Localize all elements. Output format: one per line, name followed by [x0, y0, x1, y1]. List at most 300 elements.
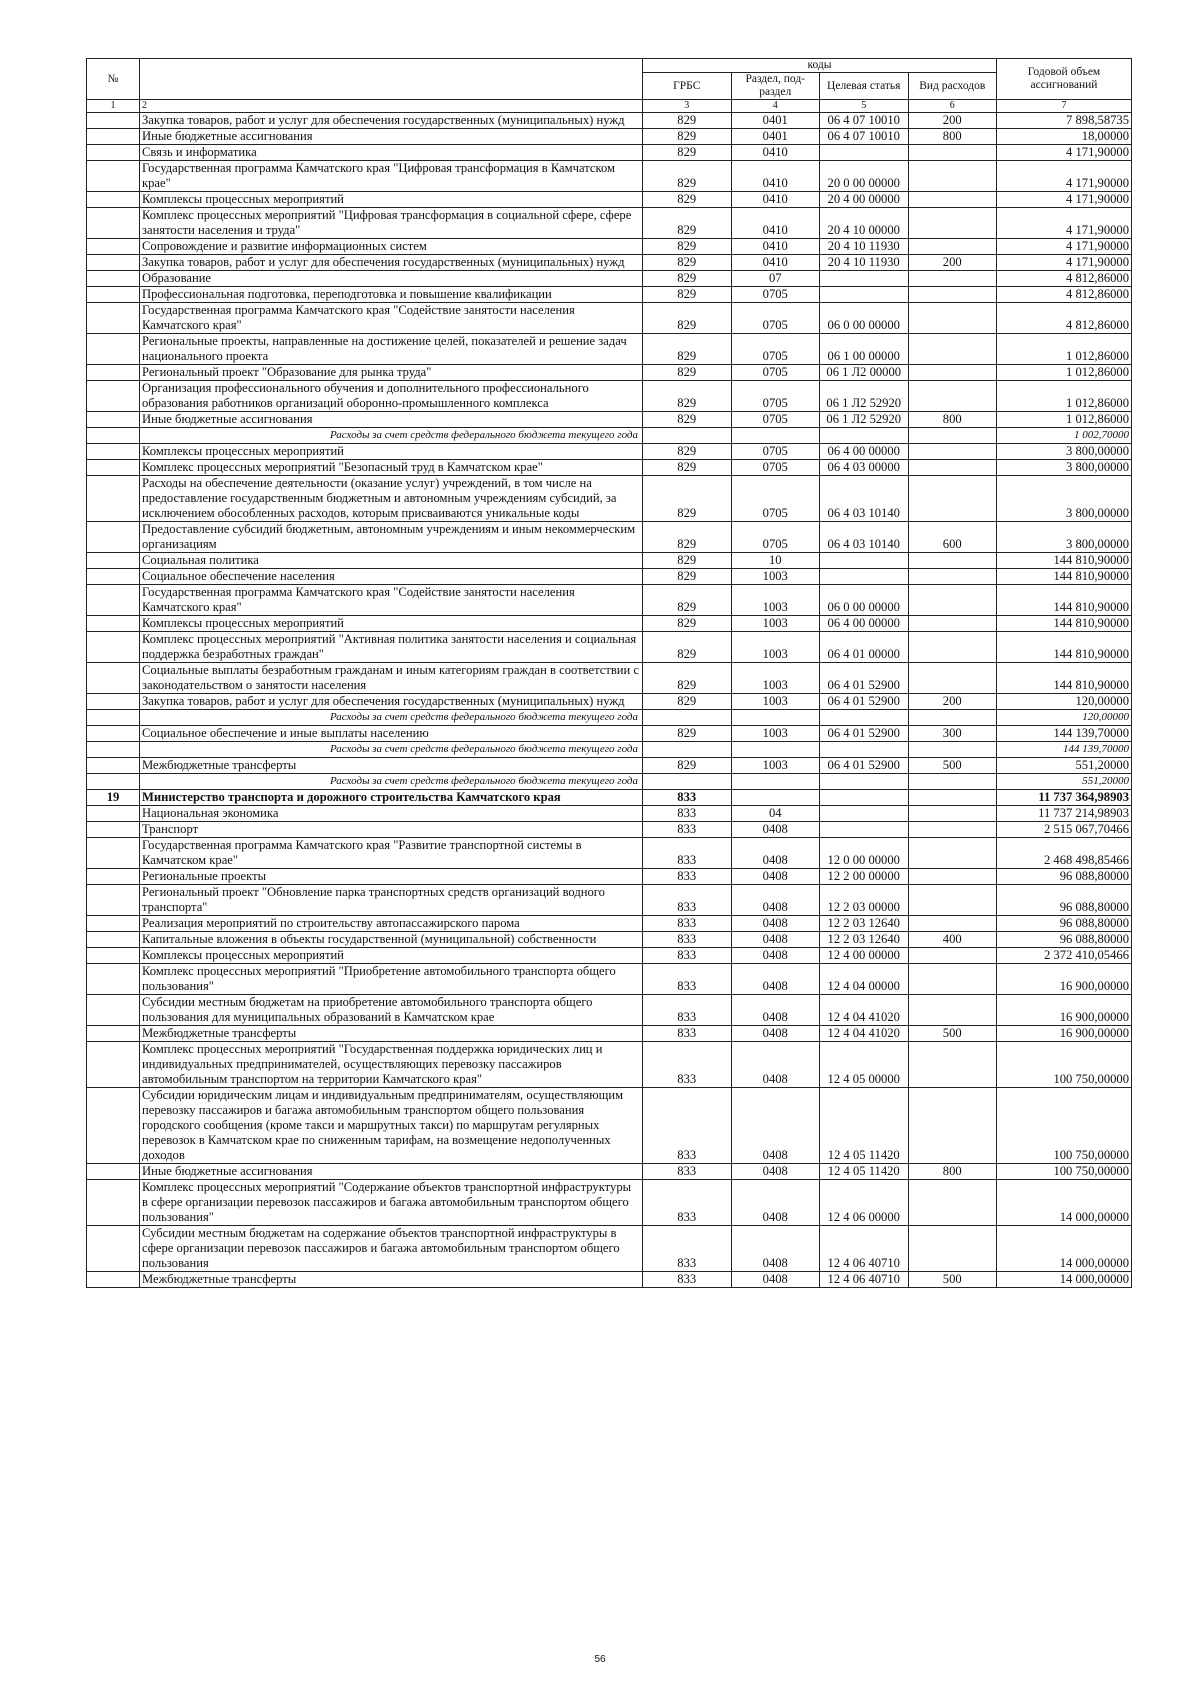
row-number: [87, 1272, 140, 1288]
row-name: Сопровождение и развитие информационных систем: [140, 239, 643, 255]
table-row: [87, 869, 1132, 885]
row-name: Межбюджетные трансферты: [140, 758, 643, 774]
row-target-article: [820, 710, 909, 726]
col-header-cs: Целевая статья: [820, 73, 909, 100]
row-grbs: 833: [643, 1164, 732, 1180]
row-razdel: 04: [731, 806, 820, 822]
row-target-article: 06 4 03 10140: [820, 522, 909, 553]
row-razdel: 0408: [731, 1026, 820, 1042]
table-row: [87, 838, 1132, 869]
row-number: [87, 774, 140, 790]
row-number: [87, 553, 140, 569]
row-amount: 144 810,90000: [997, 585, 1132, 616]
row-amount: 4 171,90000: [997, 161, 1132, 192]
row-grbs: 829: [643, 365, 732, 381]
row-amount: 4 171,90000: [997, 145, 1132, 161]
row-name: Комплекс процессных мероприятий "Приобретение автомобильного транспорта общего пользования": [140, 964, 643, 995]
row-razdel: 0410: [731, 161, 820, 192]
row-grbs: [643, 428, 732, 444]
table-row: [87, 948, 1132, 964]
row-grbs: 833: [643, 1026, 732, 1042]
row-number: [87, 145, 140, 161]
row-target-article: 06 4 03 10140: [820, 476, 909, 522]
row-number: [87, 255, 140, 271]
row-grbs: 829: [643, 113, 732, 129]
row-expense-type: [908, 806, 997, 822]
row-grbs: 829: [643, 287, 732, 303]
row-grbs: [643, 710, 732, 726]
table-row: [87, 412, 1132, 428]
row-expense-type: [908, 161, 997, 192]
row-razdel: 0408: [731, 1180, 820, 1226]
row-target-article: 06 4 00 00000: [820, 444, 909, 460]
table-row: [87, 663, 1132, 694]
row-grbs: 833: [643, 916, 732, 932]
row-expense-type: [908, 428, 997, 444]
row-target-article: 06 1 Л2 52920: [820, 381, 909, 412]
row-grbs: 829: [643, 694, 732, 710]
row-grbs: 829: [643, 303, 732, 334]
row-number: [87, 476, 140, 522]
row-number: [87, 161, 140, 192]
row-amount: 96 088,80000: [997, 869, 1132, 885]
row-target-article: [820, 145, 909, 161]
table-row: [87, 1226, 1132, 1272]
row-expense-type: 500: [908, 1026, 997, 1042]
row-expense-type: 200: [908, 694, 997, 710]
row-number: [87, 710, 140, 726]
row-expense-type: [908, 569, 997, 585]
col-number: 6: [908, 100, 997, 113]
row-target-article: 12 4 00 00000: [820, 948, 909, 964]
row-grbs: 829: [643, 585, 732, 616]
row-number: [87, 995, 140, 1026]
row-razdel: 0410: [731, 208, 820, 239]
row-target-article: 06 4 03 00000: [820, 460, 909, 476]
row-expense-type: [908, 381, 997, 412]
budget-page: [86, 58, 1132, 1288]
row-target-article: [820, 790, 909, 806]
row-target-article: [820, 271, 909, 287]
row-target-article: 12 4 05 00000: [820, 1042, 909, 1088]
table-row: [87, 1042, 1132, 1088]
row-amount: 14 000,00000: [997, 1272, 1132, 1288]
row-expense-type: [908, 774, 997, 790]
row-amount: 144 810,90000: [997, 632, 1132, 663]
row-number: [87, 522, 140, 553]
row-amount: 100 750,00000: [997, 1164, 1132, 1180]
row-amount: 2 468 498,85466: [997, 838, 1132, 869]
row-razdel: 0408: [731, 916, 820, 932]
row-expense-type: [908, 365, 997, 381]
row-target-article: [820, 287, 909, 303]
row-name: Комплекс процессных мероприятий "Активная политика занятости населения и социальная поддержка безработных граждан": [140, 632, 643, 663]
row-amount: 4 171,90000: [997, 208, 1132, 239]
row-razdel: 0408: [731, 964, 820, 995]
row-razdel: 0705: [731, 444, 820, 460]
row-grbs: 829: [643, 616, 732, 632]
row-name: Региональные проекты, направленные на достижение целей, показателей и решение задач национального проекта: [140, 334, 643, 365]
row-number: [87, 964, 140, 995]
col-header-grbs: ГРБС: [643, 73, 732, 100]
row-amount: 144 139,70000: [997, 726, 1132, 742]
table-row: [87, 964, 1132, 995]
row-target-article: 12 4 05 11420: [820, 1164, 909, 1180]
row-amount: 144 810,90000: [997, 616, 1132, 632]
row-expense-type: [908, 964, 997, 995]
table-row: [87, 822, 1132, 838]
table-row: [87, 303, 1132, 334]
row-expense-type: [908, 632, 997, 663]
row-grbs: 829: [643, 255, 732, 271]
row-grbs: 829: [643, 444, 732, 460]
row-razdel: [731, 710, 820, 726]
row-grbs: 833: [643, 1042, 732, 1088]
row-expense-type: [908, 271, 997, 287]
table-row: [87, 553, 1132, 569]
table-row: [87, 255, 1132, 271]
row-number: [87, 932, 140, 948]
row-expense-type: 200: [908, 255, 997, 271]
row-razdel: 0705: [731, 522, 820, 553]
row-name: Региональный проект "Образование для рынка труда": [140, 365, 643, 381]
row-amount: 3 800,00000: [997, 522, 1132, 553]
row-name: Субсидии местным бюджетам на содержание объектов транспортной инфраструктуры в сфере организации перевозок пассажиров и багажа автомобильным транспортом общего пользования: [140, 1226, 643, 1272]
row-target-article: 20 4 10 11930: [820, 239, 909, 255]
row-razdel: 0705: [731, 476, 820, 522]
row-grbs: 829: [643, 569, 732, 585]
row-name: Расходы за счет средств федерального бюджета текущего года: [140, 428, 643, 444]
row-razdel: 0408: [731, 1164, 820, 1180]
row-name: Иные бюджетные ассигнования: [140, 1164, 643, 1180]
row-number: [87, 208, 140, 239]
row-amount: 1 012,86000: [997, 381, 1132, 412]
row-grbs: 833: [643, 1226, 732, 1272]
row-name: Государственная программа Камчатского края "Содействие занятости населения Камчатского края": [140, 303, 643, 334]
row-razdel: 1003: [731, 569, 820, 585]
row-grbs: 829: [643, 271, 732, 287]
row-number: [87, 838, 140, 869]
row-grbs: 829: [643, 192, 732, 208]
row-number: [87, 948, 140, 964]
table-row: [87, 381, 1132, 412]
table-row: [87, 806, 1132, 822]
row-razdel: 1003: [731, 694, 820, 710]
row-target-article: 06 1 Л2 00000: [820, 365, 909, 381]
table-row: [87, 129, 1132, 145]
row-target-article: 12 0 00 00000: [820, 838, 909, 869]
row-razdel: [731, 774, 820, 790]
row-target-article: 06 4 07 10010: [820, 129, 909, 145]
row-name: Иные бюджетные ассигнования: [140, 412, 643, 428]
row-razdel: 0705: [731, 303, 820, 334]
row-number: [87, 869, 140, 885]
row-amount: 96 088,80000: [997, 916, 1132, 932]
row-razdel: 0408: [731, 838, 820, 869]
col-number: 3: [643, 100, 732, 113]
row-razdel: 0408: [731, 869, 820, 885]
row-amount: 3 800,00000: [997, 460, 1132, 476]
row-grbs: 829: [643, 145, 732, 161]
row-name: Капитальные вложения в объекты государственной (муниципальной) собственности: [140, 932, 643, 948]
row-number: [87, 287, 140, 303]
row-amount: 18,00000: [997, 129, 1132, 145]
row-razdel: 0410: [731, 192, 820, 208]
table-row: [87, 1164, 1132, 1180]
row-amount: 11 737 364,98903: [997, 790, 1132, 806]
row-amount: 16 900,00000: [997, 995, 1132, 1026]
row-amount: 1 002,70000: [997, 428, 1132, 444]
row-name: Субсидии юридическим лицам и индивидуальным предпринимателям, осуществляющим перевозку пассажиров и багажа автомобильным транспортом общего пользования городского сообщения (кроме такси и маршрутных такси) по маршрутам регулярных перевозок в Камчатском крае по сниженным тарифам, на возмещение недополученных доходов: [140, 1088, 643, 1164]
row-amount: 1 012,86000: [997, 365, 1132, 381]
row-razdel: 0408: [731, 1272, 820, 1288]
row-amount: 96 088,80000: [997, 932, 1132, 948]
row-number: [87, 428, 140, 444]
row-amount: 1 012,86000: [997, 412, 1132, 428]
row-number: [87, 758, 140, 774]
row-grbs: 833: [643, 995, 732, 1026]
row-number: [87, 271, 140, 287]
row-expense-type: [908, 790, 997, 806]
row-name: Национальная экономика: [140, 806, 643, 822]
row-number: [87, 460, 140, 476]
row-expense-type: 400: [908, 932, 997, 948]
table-row: [87, 208, 1132, 239]
row-amount: 100 750,00000: [997, 1042, 1132, 1088]
row-expense-type: [908, 1088, 997, 1164]
row-amount: 4 171,90000: [997, 239, 1132, 255]
row-target-article: 12 4 05 11420: [820, 1088, 909, 1164]
row-amount: 3 800,00000: [997, 444, 1132, 460]
row-razdel: [731, 742, 820, 758]
row-expense-type: [908, 742, 997, 758]
row-target-article: [820, 742, 909, 758]
row-razdel: 0401: [731, 129, 820, 145]
row-razdel: 1003: [731, 585, 820, 616]
row-grbs: 829: [643, 334, 732, 365]
col-number: 5: [820, 100, 909, 113]
row-grbs: 833: [643, 964, 732, 995]
row-target-article: 12 2 03 00000: [820, 885, 909, 916]
row-expense-type: 600: [908, 522, 997, 553]
row-grbs: 829: [643, 381, 732, 412]
row-razdel: 1003: [731, 758, 820, 774]
row-number: [87, 694, 140, 710]
row-expense-type: [908, 885, 997, 916]
row-number: [87, 381, 140, 412]
row-expense-type: [908, 303, 997, 334]
row-number: [87, 303, 140, 334]
row-expense-type: [908, 1226, 997, 1272]
row-number: [87, 885, 140, 916]
page-number: 56: [594, 1654, 606, 1665]
table-row: [87, 569, 1132, 585]
row-name: Комплексы процессных мероприятий: [140, 948, 643, 964]
table-row: [87, 932, 1132, 948]
ministry-row: [87, 790, 1132, 806]
row-razdel: 0705: [731, 334, 820, 365]
row-number: [87, 632, 140, 663]
row-name: Государственная программа Камчатского края "Содействие занятости населения Камчатского края": [140, 585, 643, 616]
row-amount: 4 171,90000: [997, 255, 1132, 271]
row-grbs: 833: [643, 932, 732, 948]
row-target-article: 12 4 06 40710: [820, 1226, 909, 1272]
row-name: Реализация мероприятий по строительству автопассажирского парома: [140, 916, 643, 932]
row-amount: 7 898,58735: [997, 113, 1132, 129]
row-target-article: 06 4 01 52900: [820, 694, 909, 710]
table-row: [87, 365, 1132, 381]
row-amount: 120,00000: [997, 710, 1132, 726]
row-target-article: [820, 569, 909, 585]
row-grbs: 833: [643, 869, 732, 885]
row-grbs: 829: [643, 553, 732, 569]
row-name: Государственная программа Камчатского края "Развитие транспортной системы в Камчатском крае": [140, 838, 643, 869]
row-expense-type: [908, 1180, 997, 1226]
row-expense-type: 200: [908, 113, 997, 129]
row-number: [87, 113, 140, 129]
row-name: Межбюджетные трансферты: [140, 1026, 643, 1042]
row-name: Комплекс процессных мероприятий "Содержание объектов транспортной инфраструктуры в сфере организации перевозок пассажиров и багажа автомобильным транспортом общего пользования": [140, 1180, 643, 1226]
row-amount: 551,20000: [997, 758, 1132, 774]
row-grbs: 833: [643, 806, 732, 822]
row-razdel: 0408: [731, 995, 820, 1026]
row-razdel: 0401: [731, 113, 820, 129]
row-target-article: [820, 806, 909, 822]
row-expense-type: 500: [908, 1272, 997, 1288]
col-number: 7: [997, 100, 1132, 113]
row-number: 19: [87, 790, 140, 806]
row-expense-type: [908, 192, 997, 208]
row-grbs: 829: [643, 239, 732, 255]
row-name: Предоставление субсидий бюджетным, автономным учреждениям и иным некоммерческим организациям: [140, 522, 643, 553]
row-razdel: 0410: [731, 255, 820, 271]
row-number: [87, 742, 140, 758]
table-row: [87, 1272, 1132, 1288]
row-amount: 100 750,00000: [997, 1088, 1132, 1164]
row-number: [87, 806, 140, 822]
table-row: [87, 271, 1132, 287]
row-grbs: [643, 774, 732, 790]
row-name: Региональные проекты: [140, 869, 643, 885]
federal-funds-row: [87, 710, 1132, 726]
row-razdel: 1003: [731, 632, 820, 663]
row-amount: 551,20000: [997, 774, 1132, 790]
row-target-article: 06 4 01 52900: [820, 726, 909, 742]
row-number: [87, 412, 140, 428]
row-amount: 14 000,00000: [997, 1180, 1132, 1226]
table-row: [87, 995, 1132, 1026]
row-razdel: 0408: [731, 1042, 820, 1088]
table-row: [87, 694, 1132, 710]
row-target-article: 06 1 Л2 52920: [820, 412, 909, 428]
row-grbs: 833: [643, 1272, 732, 1288]
row-grbs: 829: [643, 522, 732, 553]
row-name: Межбюджетные трансферты: [140, 1272, 643, 1288]
row-expense-type: [908, 1042, 997, 1088]
row-number: [87, 1180, 140, 1226]
row-name: Связь и информатика: [140, 145, 643, 161]
row-target-article: 06 4 01 52900: [820, 758, 909, 774]
table-row: [87, 1026, 1132, 1042]
row-expense-type: [908, 585, 997, 616]
row-razdel: 1003: [731, 616, 820, 632]
row-razdel: 0408: [731, 885, 820, 916]
row-expense-type: [908, 444, 997, 460]
row-grbs: 833: [643, 822, 732, 838]
row-amount: 4 812,86000: [997, 271, 1132, 287]
table-row: [87, 161, 1132, 192]
table-row: [87, 758, 1132, 774]
row-name: Региональный проект "Обновление парка транспортных средств организаций водного транспорта": [140, 885, 643, 916]
row-expense-type: [908, 948, 997, 964]
row-expense-type: 500: [908, 758, 997, 774]
row-target-article: 12 4 04 41020: [820, 995, 909, 1026]
row-expense-type: [908, 822, 997, 838]
row-target-article: 12 4 04 41020: [820, 1026, 909, 1042]
row-target-article: 06 4 07 10010: [820, 113, 909, 129]
row-expense-type: [908, 334, 997, 365]
row-name: Образование: [140, 271, 643, 287]
row-number: [87, 1026, 140, 1042]
federal-funds-row: [87, 742, 1132, 758]
row-number: [87, 663, 140, 694]
row-amount: 120,00000: [997, 694, 1132, 710]
row-expense-type: [908, 916, 997, 932]
row-expense-type: [908, 710, 997, 726]
row-name: Расходы за счет средств федерального бюджета текущего года: [140, 774, 643, 790]
col-header-sum: Годовой объем ассигнований: [997, 59, 1132, 100]
row-number: [87, 822, 140, 838]
row-target-article: 12 2 03 12640: [820, 916, 909, 932]
row-target-article: 12 2 00 00000: [820, 869, 909, 885]
row-expense-type: [908, 616, 997, 632]
row-number: [87, 916, 140, 932]
row-razdel: 10: [731, 553, 820, 569]
row-razdel: 0705: [731, 381, 820, 412]
table-row: [87, 287, 1132, 303]
row-amount: 4 171,90000: [997, 192, 1132, 208]
col-header-razdel: Раздел, под-раздел: [731, 73, 820, 100]
row-amount: 1 012,86000: [997, 334, 1132, 365]
row-razdel: [731, 428, 820, 444]
row-expense-type: [908, 663, 997, 694]
row-name: Комплекс процессных мероприятий "Безопасный труд в Камчатском крае": [140, 460, 643, 476]
row-expense-type: [908, 460, 997, 476]
col-number: 4: [731, 100, 820, 113]
table-row: [87, 522, 1132, 553]
row-name: Расходы за счет средств федерального бюджета текущего года: [140, 742, 643, 758]
row-grbs: 829: [643, 726, 732, 742]
row-target-article: [820, 428, 909, 444]
row-amount: 4 812,86000: [997, 303, 1132, 334]
row-number: [87, 365, 140, 381]
row-razdel: 0705: [731, 287, 820, 303]
row-expense-type: 300: [908, 726, 997, 742]
row-target-article: 12 4 06 00000: [820, 1180, 909, 1226]
row-razdel: 1003: [731, 726, 820, 742]
table-row: [87, 113, 1132, 129]
row-amount: 4 812,86000: [997, 287, 1132, 303]
row-amount: 144 139,70000: [997, 742, 1132, 758]
row-amount: 11 737 214,98903: [997, 806, 1132, 822]
table-row: [87, 460, 1132, 476]
row-razdel: 1003: [731, 663, 820, 694]
row-razdel: 0705: [731, 365, 820, 381]
row-amount: 3 800,00000: [997, 476, 1132, 522]
row-grbs: 833: [643, 948, 732, 964]
table-row: [87, 885, 1132, 916]
row-name: Комплекс процессных мероприятий "Государственная поддержка юридических лиц и индивидуальных предпринимателей, осуществляющих перевозку пассажиров автомобильным транспортом на территории Камчатского края": [140, 1042, 643, 1088]
